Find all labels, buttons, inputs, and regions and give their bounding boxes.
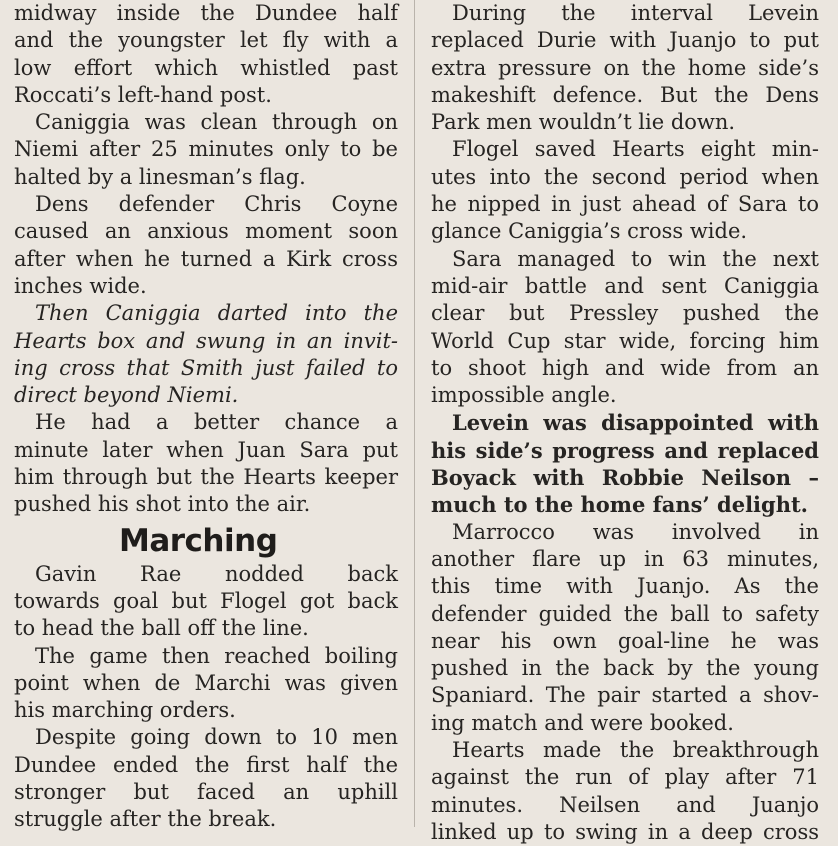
text-line: towards goal but Flogel got back: [14, 588, 398, 613]
text-line: pushed his shot into the air.: [14, 492, 311, 517]
text-line: much to the home fans’ delight.: [431, 492, 808, 518]
paragraph: [14, 409, 398, 518]
text-line: mid-air battle and sent Caniggia: [431, 273, 819, 298]
text-line: stronger but faced an uphill: [14, 780, 398, 805]
text-line: pushed in the back by the young: [431, 656, 819, 681]
text-line: makeshift defence. But the Dens: [431, 82, 819, 107]
text-line: clear but Pressley pushed the: [431, 301, 819, 326]
text-line: Niemi after 25 minutes only to be: [14, 137, 398, 162]
text-line: and the youngster let fly with a: [14, 28, 398, 53]
text-line: near his own goal-line he was: [431, 628, 819, 653]
text-line: ing cross that Smith just failed to: [14, 355, 398, 380]
text-line: World Cup star wide, forcing him: [431, 328, 819, 353]
text-line: this time with Juanjo. As the: [431, 574, 819, 599]
bold-paragraph: [431, 409, 819, 518]
paragraph: [14, 561, 398, 643]
paragraph: [14, 724, 398, 833]
text-line: midway inside the Dundee half: [14, 1, 398, 25]
section-heading: Marching: [119, 522, 278, 559]
text-line: Marrocco was involved in: [452, 519, 819, 544]
text-line: minute later when Juan Sara put: [14, 437, 398, 462]
text-line: point when de Marchi was given: [14, 670, 398, 695]
text-line: He had a better chance a: [35, 410, 398, 435]
text-line: Dens defender Chris Coyne: [35, 192, 398, 217]
text-line: During the interval Levein: [452, 1, 819, 25]
text-line: utes into the second period when: [431, 164, 819, 189]
text-line: Despite going down to 10 men: [35, 725, 398, 750]
right-column: [431, 0, 819, 846]
text-line: Hearts made the breakthrough: [452, 738, 819, 763]
text-line: Flogel saved Hearts eight min-: [452, 137, 819, 162]
paragraph: [431, 136, 819, 245]
text-line: against the run of play after 71: [431, 765, 819, 790]
text-line: Roccati’s left-hand post.: [14, 82, 272, 107]
text-line: low effort which whistled past: [14, 55, 398, 80]
text-line: Boyack with Robbie Neilson –: [431, 465, 819, 491]
paragraph: [431, 0, 819, 136]
text-line: replaced Durie with Juanjo to put: [431, 28, 819, 53]
paragraph: [14, 0, 398, 109]
paragraph: [14, 643, 398, 725]
text-line: his marching orders.: [14, 698, 236, 723]
text-line: Gavin Rae nodded back: [35, 561, 398, 586]
text-line: The game then reached boiling: [35, 643, 398, 668]
text-line: to head the ball off the line.: [14, 616, 309, 641]
text-line: linked up to swing in a deep cross: [431, 819, 819, 844]
text-line: after when he turned a Kirk cross: [14, 246, 398, 271]
text-line: Levein was disappointed with: [452, 410, 819, 436]
paragraph: [431, 519, 819, 737]
paragraph: [14, 109, 398, 191]
text-line: his side’s progress and replaced: [431, 437, 819, 463]
text-line: Then Caniggia darted into the: [35, 301, 398, 326]
text-line: to shoot high and wide from an: [431, 355, 819, 380]
paragraph: [431, 246, 819, 410]
text-line: Park men wouldn’t lie down.: [431, 110, 736, 135]
text-line: minutes. Neilsen and Juanjo: [431, 792, 819, 817]
text-line: Sara managed to win the next: [452, 246, 819, 271]
text-line: inches wide.: [14, 273, 147, 298]
column-divider: [414, 0, 415, 827]
paragraph: [431, 737, 819, 846]
text-line: direct beyond Niemi.: [14, 383, 239, 408]
text-line: Hearts box and swung in an invit-: [14, 328, 398, 353]
text-line: defender guided the ball to safety: [431, 601, 819, 626]
italic-paragraph: [14, 300, 398, 409]
text-line: Caniggia was clean through on: [35, 110, 398, 135]
text-line: Spaniard. The pair started a shov-: [431, 683, 819, 708]
paragraph: [14, 191, 398, 300]
text-line: glance Caniggia’s cross wide.: [431, 219, 748, 244]
text-line: ing match and were booked.: [431, 710, 734, 735]
text-line: halted by a linesman’s flag.: [14, 164, 306, 189]
text-line: caused an anxious moment soon: [14, 219, 398, 244]
text-line: another flare up in 63 minutes,: [431, 546, 819, 571]
text-line: he nipped in just ahead of Sara to: [431, 192, 819, 217]
text-line: Dundee ended the first half the: [14, 752, 398, 777]
text-line: him through but the Hearts keeper: [14, 465, 398, 490]
text-line: impossible angle.: [431, 383, 617, 408]
text-line: struggle after the break.: [14, 807, 277, 832]
text-line: extra pressure on the home side’s: [431, 55, 819, 80]
left-column: [14, 0, 398, 834]
